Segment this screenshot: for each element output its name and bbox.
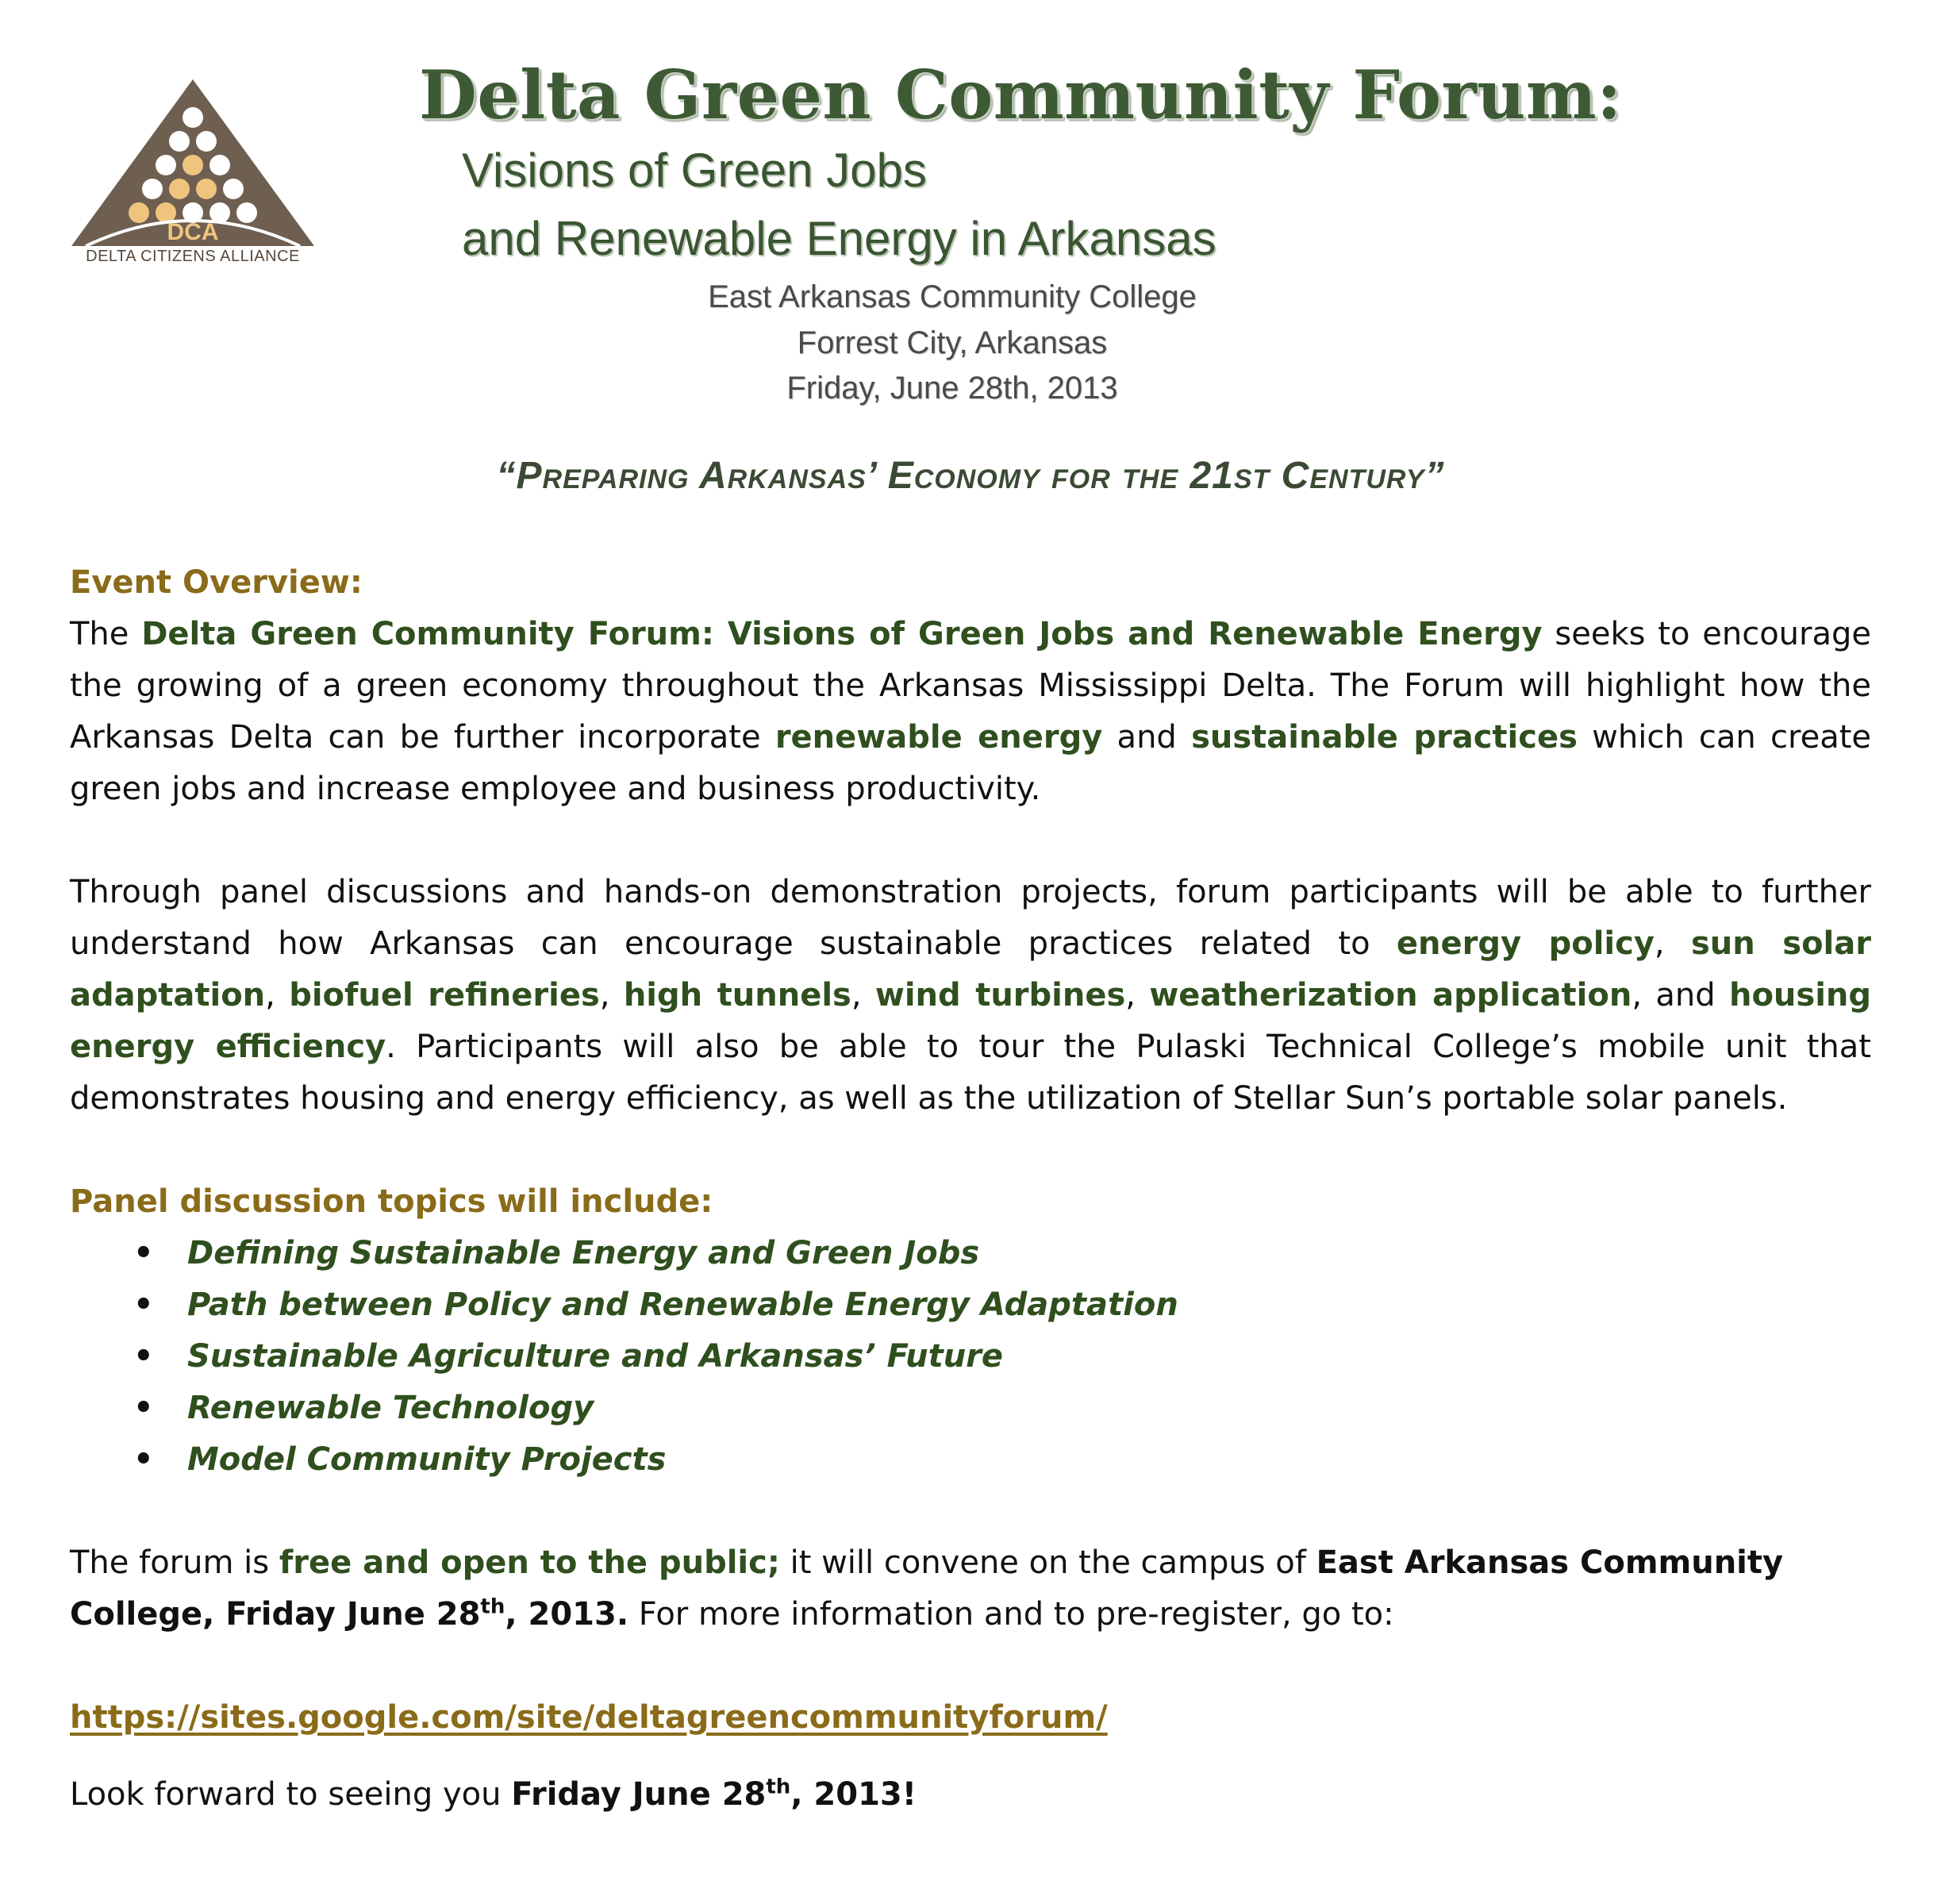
venue-date: Friday, June 28th, 2013 (786, 371, 1118, 406)
venue-city: Forrest City, Arkansas (797, 325, 1108, 360)
registration-link[interactable]: https://sites.google.com/site/deltagreencommunityforum/ (70, 1699, 1108, 1736)
bullet-icon: • (133, 1441, 154, 1478)
overview-heading: Event Overview: (70, 564, 363, 601)
list-item: • Renewable Technology (70, 1383, 1871, 1434)
list-item: • Sustainable Agriculture and Arkansas’ Future (70, 1331, 1871, 1383)
bullet-icon: • (133, 1287, 154, 1323)
subtitle-line-2: and Renewable Energy in Arkansas (462, 212, 1216, 265)
bullet-icon: • (133, 1390, 154, 1426)
overview-paragraph-1: The Delta Green Community Forum: Visions of Green Jobs and Renewable Energy seeks to encourage the growing of a green economy throughout the Arkansas Mississippi Delta. The Forum will highlight how the Arkansas Delta can be further incorporate renewable energy and sustainable practices which can create green jobs and increase employee and business productivity. (70, 616, 1871, 807)
panel-topics-list (70, 1228, 1871, 1486)
main-content (70, 557, 1871, 1821)
logo-mark-text: DCA (167, 219, 219, 245)
venue-college: East Arkansas Community College (708, 279, 1197, 314)
list-item: • Defining Sustainable Energy and Green Jobs (70, 1228, 1871, 1279)
page-title: Delta Green Community Forum: (419, 56, 1622, 134)
panel-heading: Panel discussion topics will include: (70, 1183, 713, 1220)
subtitle-line-1: Visions of Green Jobs (462, 144, 927, 197)
closing-line: Look forward to seeing you Friday June 28th, 2013! (70, 1775, 917, 1813)
list-item: • Model Community Projects (70, 1434, 1871, 1486)
closing-paragraph: The forum is free and open to the public; it will convene on the campus of East Arkansas Community College, Friday June 28th, 2013. For more information and to pre-register, go to: (70, 1544, 1784, 1633)
dca-logo (70, 76, 316, 275)
tagline: “Preparing Arkansas’ Economy for the 21st Century” (496, 455, 1445, 497)
bullet-icon: • (133, 1338, 154, 1375)
overview-paragraph-2: Through panel discussions and hands-on demonstration projects, forum participants will be able to further understand how Arkansas can encourage sustainable practices related to energy policy, sun solar adaptation, biofuel refineries, high tunnels, wind turbines, weatherization application, and housing energy efficiency. Participants will also be able to tour the Pulaski Technical College’s mobile unit that demonstrates housing and energy efficiency, as well as the utilization of Stellar Sun’s portable solar panels. (70, 874, 1872, 1117)
logo-caption: DELTA CITIZENS ALLIANCE (86, 248, 300, 265)
bullet-icon: • (133, 1235, 154, 1271)
list-item: • Path between Policy and Renewable Energy Adaptation (70, 1279, 1871, 1331)
dca-triangle-icon (70, 76, 316, 251)
